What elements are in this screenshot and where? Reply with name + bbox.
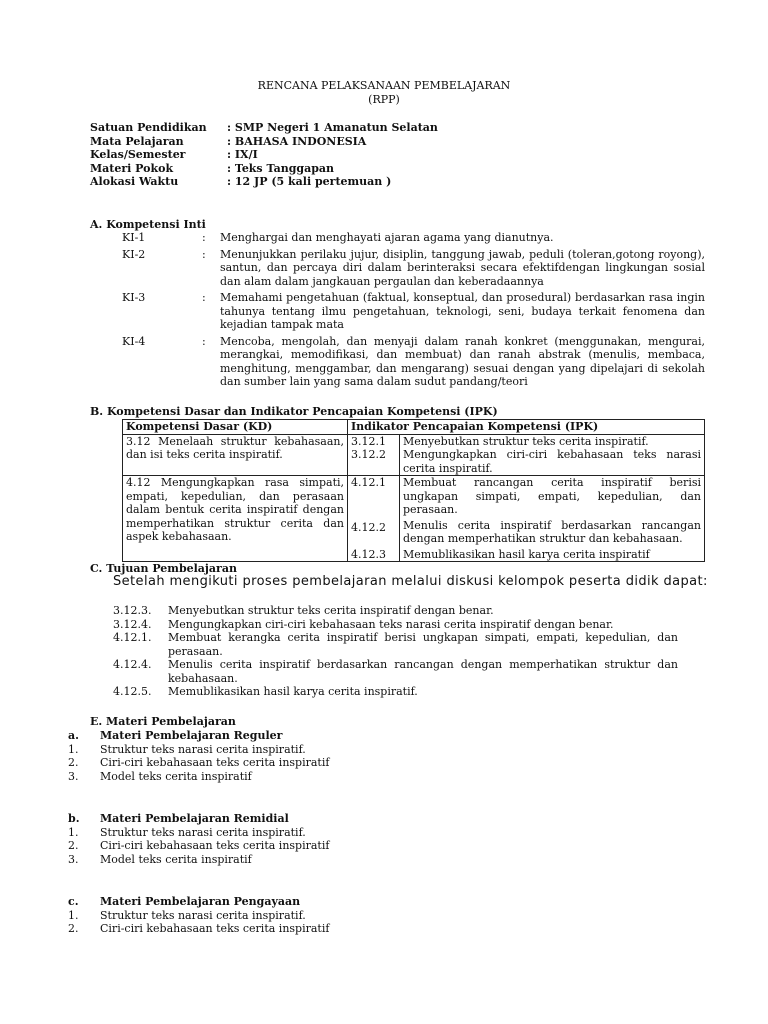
indicator-row <box>348 548 704 562</box>
identity-label: Materi Pokok <box>90 161 174 175</box>
table-header-row <box>123 420 705 435</box>
tujuan-number: 4.12.5. <box>113 685 152 698</box>
title-line-1: RENCANA PELAKSANAAN PEMBELAJARAN <box>257 79 511 92</box>
identity-row <box>90 175 690 189</box>
materi-number: 3. <box>68 769 79 783</box>
identity-row <box>90 148 690 162</box>
materi-group-letter: b. <box>68 812 80 825</box>
materi-group-title: Materi Pembelajaran Pengayaan <box>100 895 301 908</box>
section-c-heading: C. Tujuan Pembelajaran <box>90 562 237 575</box>
tujuan-number: 4.12.4. <box>113 658 152 671</box>
list-item <box>68 839 668 853</box>
list-item <box>113 631 678 658</box>
materi-text: Ciri-ciri kebahasaan teks cerita inspiratif <box>100 756 330 769</box>
ki-row <box>122 248 705 289</box>
ki-text: Menunjukkan perilaku jujur, disiplin, tanggung jawab, peduli (toleran,gotong royong), santun, dan percaya diri dalam berinteraksi secara efektifdengan lingkungan sosial dan alam dalam jangkauan pergaulan dan keberadaannya <box>220 247 705 288</box>
tujuan-text: Mengungkapkan ciri-ciri kebahasaan teks narasi cerita inspiratif dengan benar. <box>168 617 614 631</box>
indicator-text: Menyebutkan struktur teks cerita inspiratif. <box>399 435 704 449</box>
materi-text: Ciri-ciri kebahasaan teks cerita inspiratif <box>100 922 330 935</box>
materi-text: Ciri-ciri kebahasaan teks cerita inspiratif <box>100 839 330 852</box>
identity-label: Satuan Pendidikan <box>90 121 207 134</box>
list-item <box>68 853 668 867</box>
materi-text: Struktur teks narasi cerita inspiratif. <box>100 742 306 756</box>
list-item <box>68 826 668 840</box>
materi-text: Model teks cerita inspiratif <box>100 769 252 783</box>
list-item <box>68 770 668 784</box>
ki-separator: : <box>202 334 206 348</box>
materi-group-title-row <box>68 895 668 909</box>
materi-text: Struktur teks narasi cerita inspiratif. <box>100 825 306 839</box>
ki-text: Menghargai dan menghayati ajaran agama yang dianutnya. <box>220 231 554 244</box>
ipk-cell <box>348 476 705 562</box>
materi-group-title-row <box>68 812 668 826</box>
tujuan-text: Memublikasikan hasil karya cerita inspiratif. <box>168 685 418 698</box>
title-line-2: (RPP) <box>368 92 400 106</box>
list-item <box>113 604 678 618</box>
materi-group-remidial <box>68 812 668 866</box>
table-row <box>123 434 705 476</box>
identity-label: Alokasi Waktu <box>90 175 179 188</box>
ki-list <box>122 231 705 389</box>
identity-label: Kelas/Semester <box>90 148 186 161</box>
identity-value: : SMP Negeri 1 Amanatun Selatan <box>227 121 438 134</box>
list-item <box>68 922 668 936</box>
tujuan-text: Menulis cerita inspiratif berdasarkan rancangan dengan memperhatikan struktur dan kebahasaan. <box>168 658 678 685</box>
identity-row <box>90 162 690 176</box>
materi-number: 3. <box>68 852 79 866</box>
indicator-text: Menulis cerita inspiratif berdasarkan rancangan dengan memperhatikan struktur dan kebahasaan. <box>399 519 704 548</box>
materi-number: 1. <box>68 908 79 922</box>
materi-number: 2. <box>68 756 79 769</box>
identity-value: : 12 JP (5 kali pertemuan ) <box>227 175 392 188</box>
identity-label: Mata Pelajaran <box>90 134 184 148</box>
materi-number: 1. <box>68 825 79 839</box>
kd-ipk-table <box>122 419 705 562</box>
indicator-number: 4.12.3 <box>351 547 386 561</box>
kd-cell: 3.12 Menelaah struktur kebahasaan, dan isi teks cerita inspiratif. <box>123 434 348 476</box>
materi-group-title: Materi Pembelajaran Reguler <box>100 729 283 742</box>
ki-code: KI-3 <box>122 291 146 304</box>
materi-text: Model teks cerita inspiratif <box>100 852 252 866</box>
ki-row <box>122 231 705 245</box>
section-e-heading: E. Materi Pembelajaran <box>90 715 236 728</box>
kd-cell: 4.12 Mengungkapkan rasa simpati, empati, kepedulian, dan perasaan dalam bentuk cerita inspiratif dengan memperhatikan struktur cerita dan aspek kebahasaan. <box>123 476 348 562</box>
list-item <box>113 685 678 699</box>
ki-separator: : <box>202 231 206 244</box>
indicator-row <box>348 448 704 475</box>
column-header-ipk: Indikator Pencapaian Kompetensi (IPK) <box>348 420 705 435</box>
ipk-cell <box>348 434 705 476</box>
ki-separator: : <box>202 291 206 304</box>
tujuan-number: 3.12.3. <box>113 604 152 617</box>
ki-text: Memahami pengetahuan (faktual, konseptual, dan prosedural) berdasarkan rasa ingin tahunya tentang ilmu pengetahuan, teknologi, seni, budaya terkait fenomena dan kejadian tampak mata <box>220 291 705 331</box>
materi-group-title: Materi Pembelajaran Remidial <box>100 812 289 825</box>
identity-value: : Teks Tanggapan <box>227 161 335 175</box>
identity-row <box>90 135 690 149</box>
ki-separator: : <box>202 247 206 261</box>
ki-row <box>122 291 705 332</box>
ki-code: KI-2 <box>122 247 146 261</box>
indicator-number: 3.12.1 <box>351 434 386 448</box>
indicator-number: 3.12.2 <box>351 448 386 461</box>
table-row <box>123 476 705 562</box>
list-item <box>113 658 678 685</box>
tujuan-number: 3.12.4. <box>113 617 152 631</box>
indicator-number: 4.12.2 <box>351 520 386 534</box>
materi-number: 2. <box>68 922 79 935</box>
identity-value: : IX/I <box>227 148 258 161</box>
ki-code: KI-1 <box>122 231 146 244</box>
list-item <box>68 756 668 770</box>
materi-number: 1. <box>68 742 79 756</box>
document-title <box>0 79 768 106</box>
materi-group-letter: a. <box>68 729 79 742</box>
section-c-intro: Setelah mengikuti proses pembelajaran melalui diskusi kelompok peserta didik dapat: <box>113 574 708 589</box>
section-a-heading: A. Kompetensi Inti <box>90 218 206 231</box>
identity-value: : BAHASA INDONESIA <box>227 134 367 148</box>
materi-number: 2. <box>68 839 79 852</box>
ki-text: Mencoba, mengolah, dan menyaji dalam ranah konkret (menggunakan, mengurai, merangkai, memodifikasi, dan membuat) dan ranah abstrak (menulis, membaca, menghitung, menggambar, dan mengarang) sesuai dengan yang dipelajari di sekolah dan sumber lain yang sama dalam sudut pandang/teori <box>220 334 705 388</box>
indicator-text: Membuat rancangan cerita inspiratif berisi ungkapan simpati, empati, kepedulian, dan perasaan. <box>399 476 704 519</box>
ki-code: KI-4 <box>122 334 146 348</box>
section-b-heading: B. Kompetensi Dasar dan Indikator Pencapaian Kompetensi (IPK) <box>90 405 498 418</box>
list-item <box>68 743 668 757</box>
tujuan-number: 4.12.1. <box>113 631 152 644</box>
column-header-kd: Kompetensi Dasar (KD) <box>123 420 348 435</box>
materi-group-title-row <box>68 729 668 743</box>
indicator-row <box>348 476 704 519</box>
materi-group-letter: c. <box>68 895 79 908</box>
materi-text: Struktur teks narasi cerita inspiratif. <box>100 908 306 922</box>
tujuan-list <box>113 604 678 699</box>
ki-row <box>122 335 705 389</box>
list-item <box>113 618 678 632</box>
materi-group-reguler <box>68 729 668 783</box>
list-item <box>68 909 668 923</box>
tujuan-text: Menyebutkan struktur teks cerita inspiratif dengan benar. <box>168 604 494 617</box>
indicator-number: 4.12.1 <box>351 476 386 489</box>
identity-block <box>90 121 690 189</box>
indicator-text: Memublikasikan hasil karya cerita inspiratif <box>399 548 704 562</box>
materi-group-pengayaan <box>68 895 668 936</box>
identity-row <box>90 121 690 135</box>
indicator-text: Mengungkapkan ciri-ciri kebahasaan teks narasi cerita inspiratif. <box>399 448 704 475</box>
indicator-row <box>348 519 704 548</box>
tujuan-text: Membuat kerangka cerita inspiratif berisi ungkapan simpati, empati, kepedulian, dan perasaan. <box>168 631 678 658</box>
indicator-row <box>348 435 704 449</box>
